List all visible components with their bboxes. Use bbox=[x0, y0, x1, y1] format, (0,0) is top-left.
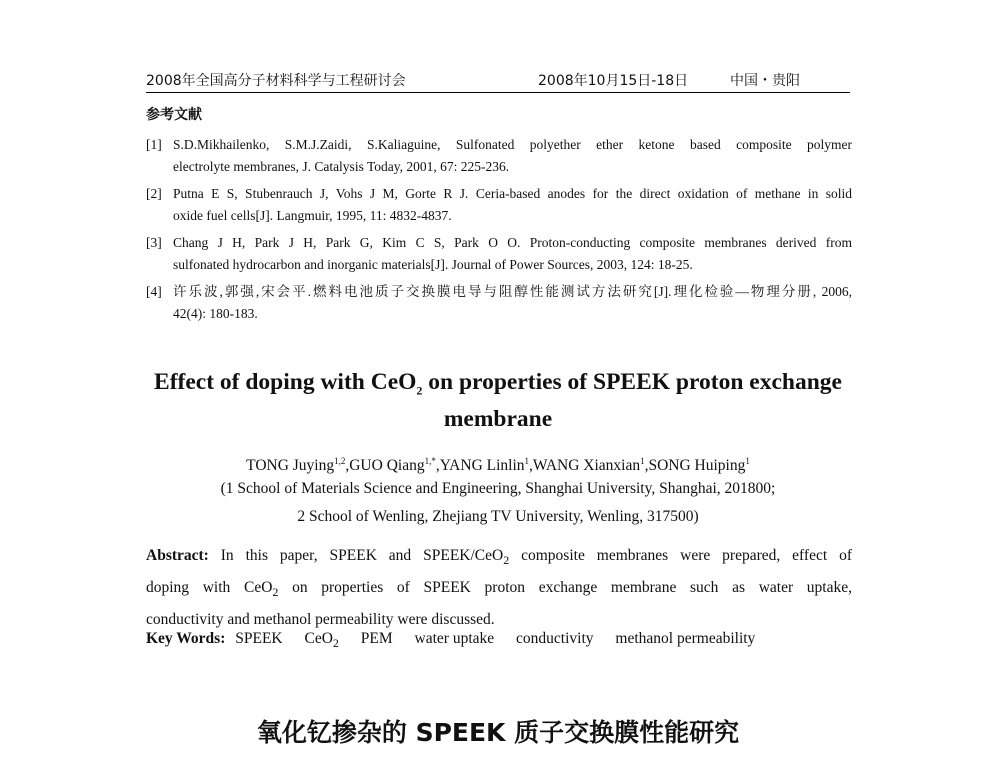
references-heading: 参考文献 bbox=[146, 107, 202, 123]
keyword: methanol permeability bbox=[615, 630, 756, 647]
reference-number: [2] bbox=[146, 186, 162, 201]
author-list bbox=[140, 449, 856, 478]
author-name: TONG Juying bbox=[246, 457, 335, 475]
reference-text: sulfonated hydrocarbon and inorganic materials[J]. Journal of Power Sources, 2003, 124: 18-25. bbox=[173, 257, 693, 272]
keyword: SPEEK bbox=[235, 630, 283, 647]
abstract bbox=[146, 542, 852, 633]
reference-text: electrolyte membranes, J. Catalysis Today, 2001, 67: 225-236. bbox=[173, 159, 510, 174]
page-header bbox=[146, 70, 850, 93]
reference-text: 42(4): 180-183. bbox=[173, 306, 258, 321]
chinese-title: 氧化钇掺杂的 SPEEK 质子交换膜性能研究 bbox=[256, 718, 740, 747]
author-name: ,YANG Linlin bbox=[435, 457, 525, 475]
abstract-subscript: 2 bbox=[272, 585, 279, 600]
keywords-label: Key Words: bbox=[146, 630, 226, 647]
author-affil-mark: 1,2 bbox=[334, 456, 346, 466]
author-name: ,WANG Xianxian bbox=[529, 457, 641, 475]
reference-text: Putna E S, Stubenrauch J, Vohs J M, Gorte R J. Ceria-based anodes for the direct oxidation of methane in solid bbox=[173, 186, 852, 201]
reference-text: S.D.Mikhailenko, S.M.J.Zaidi, S.Kaliaguine, Sulfonated polyether ether ketone based composite polymer bbox=[173, 137, 852, 152]
keyword-text: CeO bbox=[304, 630, 333, 647]
title-text: Effect of doping with CeO bbox=[154, 369, 417, 395]
author-affil-mark: 1 bbox=[640, 456, 645, 466]
reference-text: oxide fuel cells[J]. Langmuir, 1995, 11: 4832-4837. bbox=[173, 208, 452, 223]
reference-item bbox=[146, 281, 852, 325]
reference-item bbox=[146, 183, 852, 227]
title-text: membrane bbox=[443, 405, 553, 432]
abstract-line bbox=[146, 542, 852, 574]
abstract-subscript: 2 bbox=[503, 553, 510, 568]
author-affil-mark: 1 bbox=[745, 456, 750, 466]
keyword: conductivity bbox=[516, 630, 594, 647]
abstract-line bbox=[146, 574, 852, 606]
reference-number: [1] bbox=[146, 137, 162, 152]
keyword: water uptake bbox=[414, 630, 495, 647]
conference-date: 2008年10月15日-18日 bbox=[538, 73, 689, 89]
reference-number: [4] bbox=[146, 284, 162, 299]
keywords bbox=[146, 630, 852, 651]
title-subscript: 2 bbox=[416, 383, 423, 398]
title-text: on properties of SPEEK proton exchange bbox=[422, 369, 842, 395]
abstract-text: doping with CeO bbox=[146, 579, 273, 597]
paper-title bbox=[140, 368, 856, 433]
author-name: ,GUO Qiang bbox=[345, 457, 425, 475]
abstract-line: conductivity and methanol permeability were discussed. bbox=[146, 611, 495, 629]
abstract-text: on properties of SPEEK proton exchange membrane such as water uptake, bbox=[278, 579, 852, 597]
conference-name: 2008年全国高分子材料科学与工程研讨会 bbox=[146, 73, 406, 89]
abstract-text: In this paper, SPEEK and SPEEK/CeO bbox=[208, 547, 504, 564]
conference-place: 中国・贵阳 bbox=[730, 73, 800, 89]
author-affil-mark: 1 bbox=[524, 456, 530, 466]
keyword: PEM bbox=[360, 630, 393, 647]
abstract-label: Abstract: bbox=[146, 547, 209, 564]
reference-number: [3] bbox=[146, 235, 162, 250]
reference-list bbox=[146, 134, 852, 330]
abstract-text: composite membranes were prepared, effect of bbox=[509, 547, 852, 564]
keyword bbox=[304, 630, 339, 651]
keyword-subscript: 2 bbox=[332, 636, 339, 651]
affiliation-2: 2 School of Wenling, Zhejiang TV University, Wenling, 317500) bbox=[297, 508, 699, 525]
reference-text: 许乐波,郭强,宋会平.燃料电池质子交换膜电导与阻醇性能测试方法研究[J].理化检验—物理分册, 2006, bbox=[173, 284, 852, 299]
affiliation-1: (1 School of Materials Science and Engineering, Shanghai University, Shanghai, 201800; bbox=[220, 480, 776, 497]
author-affil-mark: 1,* bbox=[424, 456, 436, 466]
author-name: ,SONG Huiping bbox=[644, 457, 746, 475]
reference-item bbox=[146, 232, 852, 276]
reference-text: Chang J H, Park J H, Park G, Kim C S, Park O O. Proton-conducting composite membranes derived from bbox=[173, 235, 852, 250]
reference-item bbox=[146, 134, 852, 178]
